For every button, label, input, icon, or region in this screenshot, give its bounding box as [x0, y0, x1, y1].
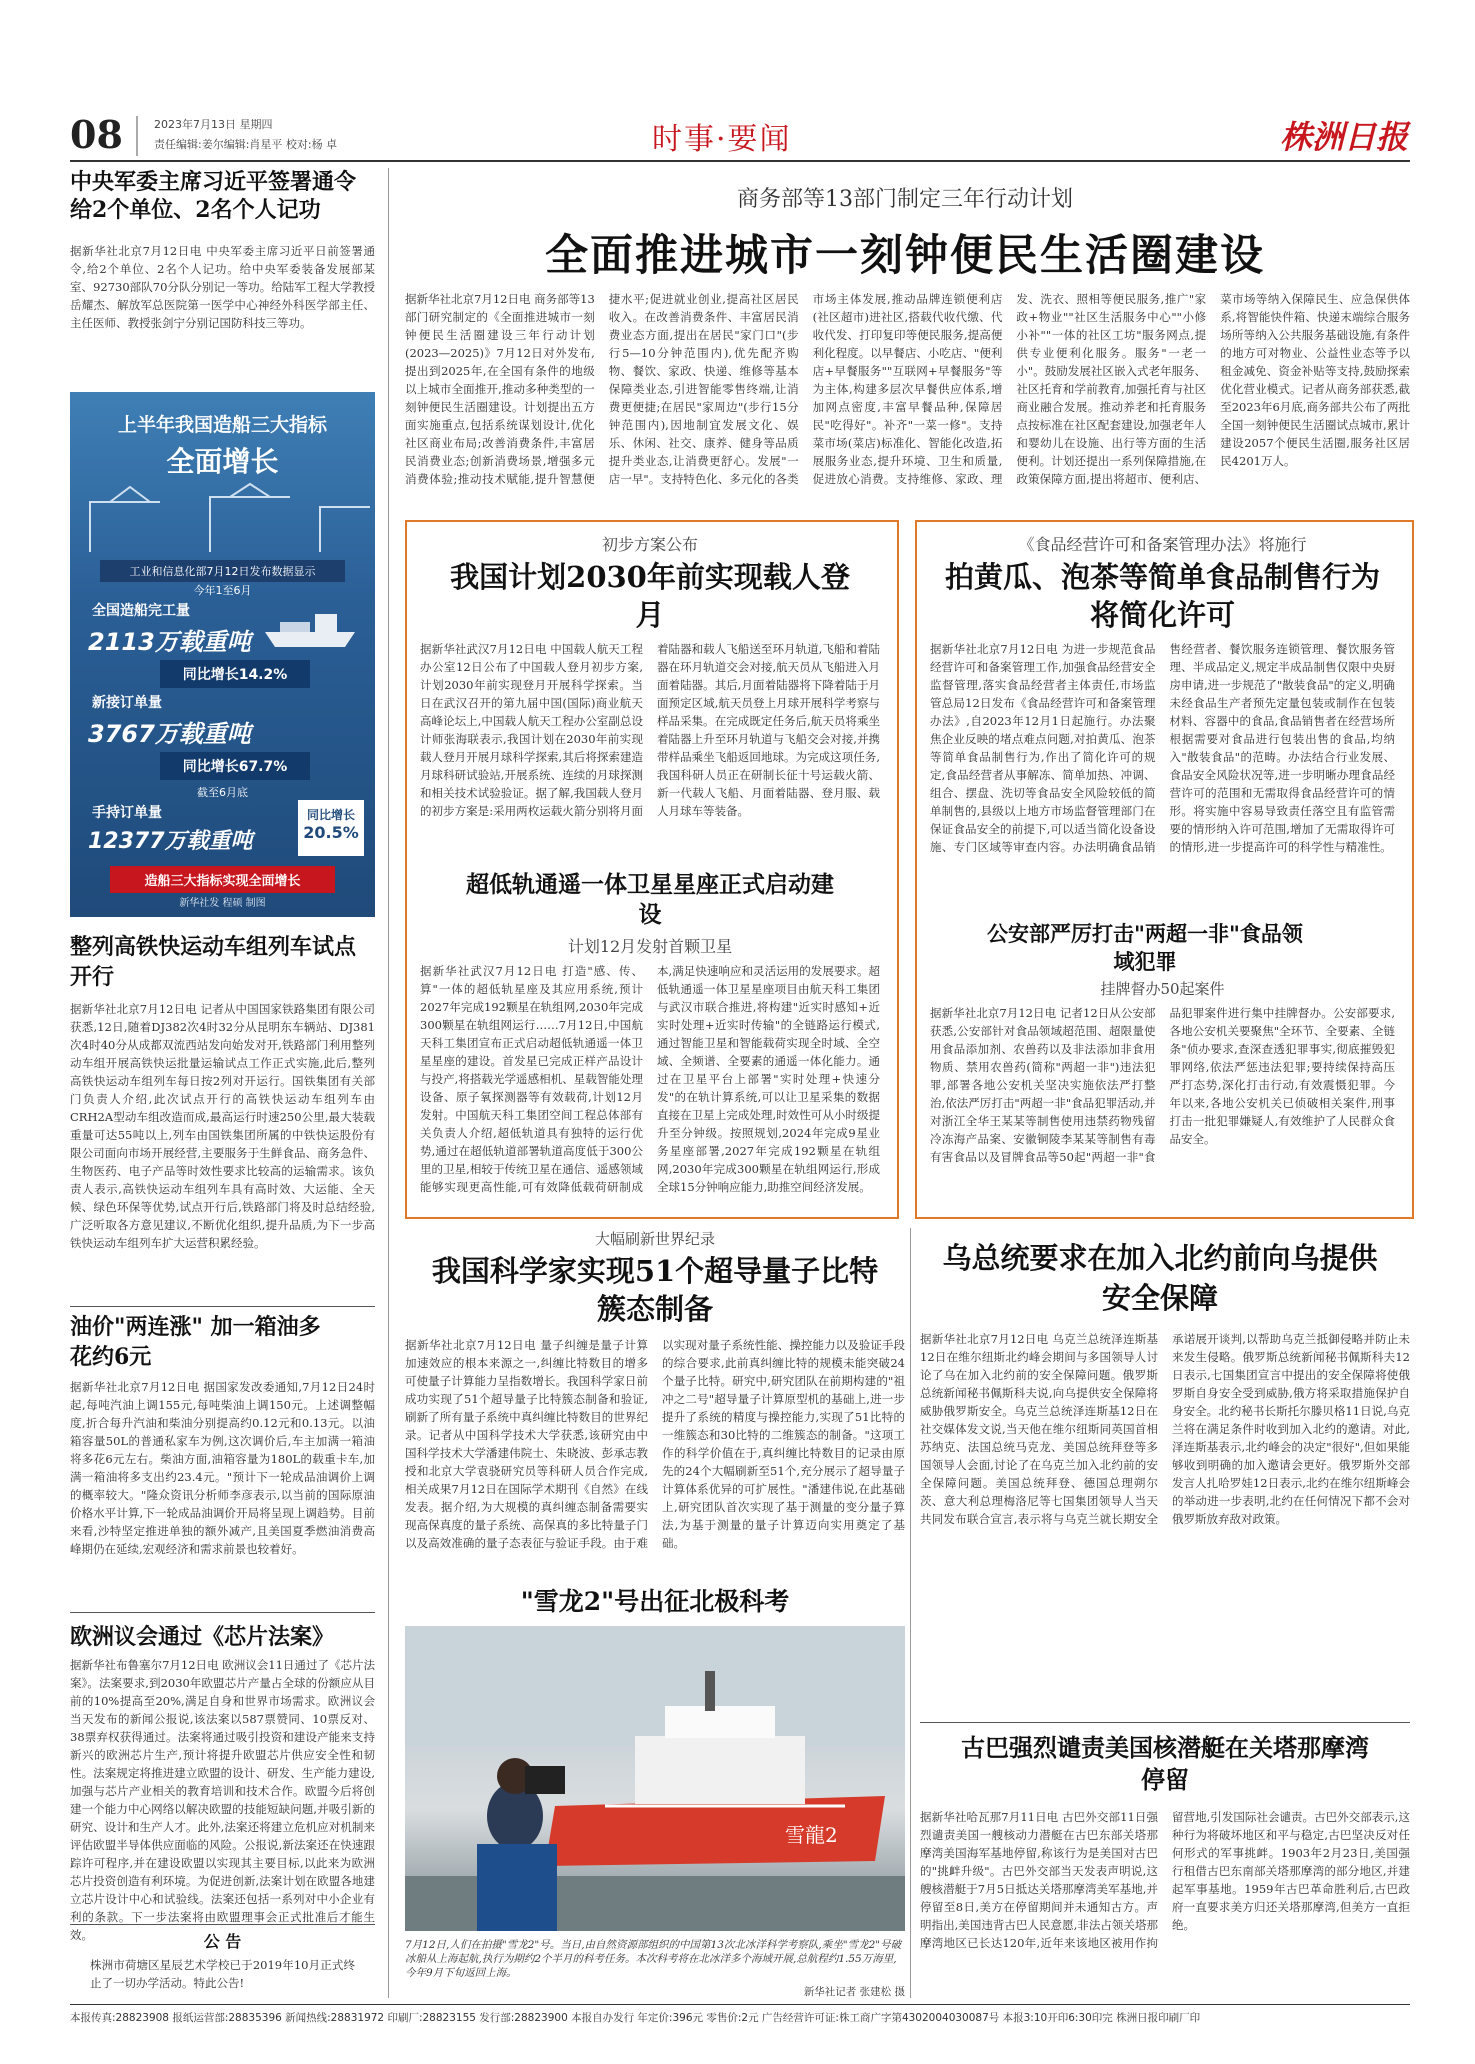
- cuba-title: 古巴强烈谴责美国核潜艇在关塔那摩湾停留: [961, 1733, 1369, 1794]
- shipbuilding-infographic: [70, 392, 375, 917]
- stat1-label: 全国造船完工量: [92, 603, 190, 619]
- stat1-growth: 同比增长14.2%: [160, 660, 310, 688]
- page-number: 08: [70, 112, 123, 157]
- ukraine-title: 乌总统要求在加入北约前向乌提供安全保障: [942, 1241, 1378, 1315]
- notice-title: 公 告: [203, 1932, 242, 1951]
- sat-subtitle: 计划12月发射首颗卫星: [567, 937, 733, 956]
- crane-graphic: [70, 482, 375, 552]
- lead-kicker: 商务部等13部门制定三年行动计划: [737, 187, 1073, 212]
- stat2-label: 新接订单量: [92, 695, 162, 711]
- moon-kicker: 初步方案公布: [601, 535, 698, 554]
- snowdragon-credit: 新华社记者 张建松 摄: [803, 1986, 905, 1998]
- quantum-body: 据新华社北京7月12日电 量子纠缠是量子计算加速效应的根本来源之一,纠缠比特数目的增多可使量子计算能力呈指数增长。我国科学家日前成功实现了51个超导量子比特簇态制备和验证,刷新了所有量子系统中真纠缠比特数目的世界纪录。记者从中国科学技术大学获悉,该研究由中国科学技术大学潘建伟院士、朱晓波、彭承志教授和北京大学袁骁研究员等科研人员合作完成,相关成果7月12日在国际学术期刊《自然》在线发表。据介绍,为大规模的真纠缠态制备需要实现高保真度的量子系统、高保真的多比特量子门以及高效准确的量子态表征与验证手段。由于难以实现对量子系统性能、操控能力以及验证手段的综合要求,此前真纠缠比特的规模未能突破24个量子比特。研究中,研究团队在前期构建的"祖冲之二号"超导量子计算原型机的基础上,进一步提升了系统的精度与操控能力,实现了51比特的一维簇态和30比特的二维簇态的制备。"这项工作的科学价值在于,真纠缠比特数目的记录由原先的24个大幅刷新至51个,充分展示了超导量子计算体系优异的可扩展性。"潘建伟说,在此基础上,研究团队首次实现了基于测量的变分量子算法,为基于测量的量子计算迈向实用奠定了基础。: [405, 1338, 905, 1550]
- stat2-growth: 同比增长67.7%: [160, 752, 310, 780]
- snowdragon-photo: [405, 1626, 905, 1931]
- source-line: 工业和信息化部7月12日发布数据显示: [100, 560, 345, 582]
- stat3-growth-label: 同比增长: [306, 808, 355, 822]
- ship-name-text: 雪龍2: [785, 1823, 838, 1847]
- article2-title: 整列高铁快运动车组列车试点开行: [70, 934, 357, 990]
- article2-body: 据新华社北京7月12日电 记者从中国国家铁路集团有限公司获悉,12日,随着DJ382次4时32分从昆明东车辆站、DJ381次4时40分从成都双流西站发向始发对开,铁路部门利用整列动车组开展高铁快运批量运输试点工作正式实施,此后,整列高铁快运动车组列车每日按2列对开运行。国铁集团有关部门负责人介绍,此次试点开行的高铁快运动车组列车由CRH2A型动车组改造而成,最高运行时速250公里,最大装载重量可达55吨以上,列车由国铁集团所属的中铁快运股份有限公司面向市场开展经营,主要服务于生鲜食品、商务急件、生物医药、电子产品等时效性要求比较高的运输需求。该负责人表示,高铁快运动车组列车具有高时效、大运能、全天候、绿色环保等优势,试点开行后,铁路部门将及时总结经验,广泛听取各方意见建议,不断优化组织,提升品质,为下一步高铁快运动车组列车扩大运营积累经验。: [70, 1002, 375, 1250]
- stat2-value: 3767万载重吨: [88, 720, 251, 748]
- sat-title: 超低轨通遥一体卫星星座正式启动建设: [466, 871, 834, 928]
- period-label: 今年1至6月: [193, 584, 252, 597]
- footer-info: 本报传真:28823908 报纸运营部:28835396 新闻热线:28831972 印刷厂:28823155 发行部:28823900 本报自办发行 年定价:396元 零售价:2元 广告经营许可证:株工商广字第4302004030087号 本报3:10开印6:30印完 株洲日报印刷厂印: [70, 2012, 1201, 2024]
- quantum-title: 我国科学家实现51个超导量子比特簇态制备: [431, 1254, 879, 1326]
- police-body: 据新华社北京7月12日电 记者12日从公安部获悉,公安部针对食品领域超范围、超限量使用食品添加剂、农兽药以及非法添加非食用物质、禁用农兽药(简称"两超一非")违法犯罪,部署各地公安机关坚决实施依法严打整治,依法严厉打击"两超一非"食品犯罪活动,并对浙江全华王某某等制售使用违禁药物残留冷冻海产品案、安徽铜陵李某某等制售有毒有害食品以及冒牌食品等50起"两超一非"食品犯罪案件进行集中挂牌督办。公安部要求,各地公安机关要聚焦"全环节、全要素、全链条"侦办要求,查深查透犯罪事实,彻底摧毁犯罪网络,依法严惩违法犯罪;要持续保持高压严打态势,深化打击行动,有效震慑犯罪。今年以来,各地公安机关已侦破相关案件,刑事打击一批犯罪嫌疑人,有效维护了人民群众食品安全。: [930, 1006, 1395, 1164]
- article1-body: 据新华社北京7月12日电 中央军委主席习近平日前签署通令,给2个单位、2名个人记功。给中央军委装备发展部某室、92730部队70分队分别记一等功。给陆军工程大学教授岳耀杰、解放军总医院第一医学中心神经外科医学部主任、主任医师、教授张剑宁分别记国防科技三等功。: [70, 244, 375, 330]
- infographic-title: 上半年我国造船三大指标: [117, 414, 327, 436]
- article4-body: 据新华社布鲁塞尔7月12日电 欧洲议会11日通过了《芯片法案》。法案要求,到2030年欧盟芯片产量占全球的份额应从目前的10%提高至20%,满足自身和世界市场需求。欧洲议会当天发布的新闻公报说,该法案以587票赞同、10票反对、38票弃权获得通过。法案将通过吸引投资和建设产能来支持新兴的欧洲芯片生产,预计将提升欧盟芯片供应安全性和韧性。法案规定将推进建立欧盟的设计、研发、生产能力建设,加强与芯片产业相关的教育培训和技术合作。欧盟今后将创建一个能力中心网络以解决欧盟的技能短缺问题,并吸引新的研究、设计和生产人才。此外,法案还将建立危机应对机制来评估欧盟半导体供应面临的风险。公报说,新法案还在快速跟踪许可程序,并在建设欧盟以实现其主要目标,以此来为欧洲芯片投资创造有利环境。为促进创新,法案计划在欧盟各地建立芯片设计中心和试验线。法案还包括一系列对中小企业有利的条款。下一步法案将由欧盟理事会正式批准后才能生效。: [70, 1658, 375, 1942]
- police-title: 公安部严厉打击"两超一非"食品领域犯罪: [987, 921, 1303, 974]
- issue-date: 2023年7月13日 星期四: [154, 118, 273, 131]
- article3-title: 油价"两连涨" 加一箱油多花约6元: [70, 1314, 321, 1370]
- masthead: [70, 112, 1410, 164]
- ship-icon: [260, 602, 360, 656]
- food-title: 拍黄瓜、泡茶等简单食品制售行为将简化许可: [944, 560, 1380, 632]
- article1-title: 中央军委主席习近平签署通令给2个单位、2名个人记功: [70, 169, 357, 223]
- infographic-title-big: 全面增长: [166, 445, 279, 478]
- stat3-growth-box: [298, 800, 364, 856]
- stat3-growth: 20.5%: [303, 823, 359, 842]
- notice-box: [70, 1924, 375, 1999]
- moon-title: 我国计划2030年前实现载人登月: [450, 560, 850, 632]
- food-kicker: 《食品经营许可和备案管理办法》将施行: [1018, 535, 1307, 554]
- editor-credits: 责任编辑:姜尔编辑:肖星平 校对:杨 卓: [154, 138, 338, 151]
- section-title: 时事·要闻: [652, 122, 792, 157]
- newspaper-logo: 株洲日报: [1280, 118, 1409, 156]
- article3-body: 据新华社北京7月12日电 据国家发改委通知,7月12日24时起,每吨汽油上调155元,每吨柴油上调150元。上述调整幅度,折合每升汽油和柴油分别提高约0.12元和0.13元。以油箱容量50L的普通私家车为例,这次调价后,车主加满一箱油将多花6元左右。柴油方面,油箱容量为180L的载重卡车,加满一箱油将多支出约23.4元。"预计下一轮成品油调价上调的概率较大。"隆众资讯分析师李彦表示,以当前的国际原油价格水平计算,下一轮成品油调价开局将呈现上调趋势。目前来看,沙特坚定推进单独的额外减产,且美国夏季燃油消费高峰期仍在延续,宏观经济和需求前景也较着好。: [70, 1380, 375, 1556]
- moon-body: 据新华社武汉7月12日电 中国载人航天工程办公室12日公布了中国载人登月初步方案,计划2030年前实现登月开展科学探索。当日在武汉召开的第九届中国(国际)商业航天高峰论坛上,中国载人航天工程办公室副总设计师张海联表示,我国计划在2030年前实现载人登月开展月球科学探索,其后将探索建造月球科研试验站,开展系统、连续的月球探测和相关技术试验验证。据了解,我国载人登月的初步方案是:采用两枚运载火箭分别将月面着陆器和载人飞船送至环月轨道,飞船和着陆器在环月轨道交会对接,航天员从飞船进入月面着陆器。其后,月面着陆器将下降着陆于月面预定区域,航天员登上月球开展科学考察与样品采集。在完成既定任务后,航天员将乘坐着陆器上升至环月轨道与飞船交会对接,并携带样品乘坐飞船返回地球。为完成这项任务,我国科研人员正在研制长征十号运载火箭、新一代载人飞船、月面着陆器、登月服、载人月球车等装备。: [420, 642, 880, 818]
- food-body: 据新华社北京7月12日电 为进一步规范食品经营许可和备案管理工作,加强食品经营安全监督管理,落实食品经营者主体责任,市场监管总局12日发布《食品经营许可和备案管理办法》,自2023年12月1日起施行。办法聚焦企业反映的堵点难点问题,对拍黄瓜、泡茶等简单食品制售行为,作出了简化许可的规定,食品经营者从事解冻、简单加热、冲调、组合、摆盘、洗切等食品安全风险较低的简单制售的,县级以上地方市场监督管理部门在保证食品安全的前提下,可以适当简化设备设施、专门区域等审查内容。办法明确食品销售经营者、餐饮服务连锁管理、餐饮服务管理、半成品定义,规定半成品制售仅限中央厨房申请,进一步规范了"散装食品"的定义,明确未经食品生产者预先定量包装或制作在包装材料、容器中的食品,食品销售者在经营场所根据需要对食品进行包装出售的食品,均纳入"散装食品"的范畴。办法结合行业发展、食品安全风险状况等,进一步明晰办理食品经营许可的范围和无需取得食品经营许可的情形。将实施中容易导致责任落空且有监管需要的情形纳入许可范围,增加了无需取得许可的情形,进一步提高许可的科学性与精准性。: [930, 642, 1395, 854]
- ukraine-body: 据新华社北京7月12日电 乌克兰总统泽连斯基12日在维尔纽斯北约峰会期间与多国领导人讨论了乌在加入北约前的安全保障问题。俄罗斯总统新闻秘书佩斯科夫说,向乌提供安全保障将威胁俄罗斯安全。乌克兰总统泽连斯基12日在社交媒体发文说,当天他在维尔纽斯同英国首相苏纳克、法国总统马克龙、美国总统拜登等多国领导人会面,讨论了在乌克兰加入北约前的安全保障问题。美国总统拜登、德国总理朔尔茨、意大利总理梅洛尼等七国集团领导人当天共同发布联合宣言,表示将与乌克兰就长期安全承诺展开谈判,以帮助乌克兰抵御侵略并防止未来发生侵略。俄罗斯总统新闻秘书佩斯科夫12日表示,七国集团宣言中提出的安全保障将使俄罗斯自身安全受到威胁,俄方将采取措施保护自身安全。北约秘书长斯托尔滕贝格11日说,乌克兰将在满足条件时收到加入北约的邀请。对此,泽连斯基表示,北约峰会的决定"很好",但如果能够收到明确的加入邀请会更好。俄罗斯外交部发言人扎哈罗娃12日表示,北约在维尔纽斯峰会的举动进一步表明,北约在任何情况下都不会对俄罗斯放弃敌对政策。: [920, 1332, 1410, 1526]
- cuba-body: 据新华社哈瓦那7月11日电 古巴外交部11日强烈谴责美国一艘核动力潜艇在古巴东部关塔那摩湾美国海军基地停留,称该行为是美国对古巴的"挑衅升级"。古巴外交部当天发表声明说,这艘核潜艇于7月5日抵达关塔那摩湾美军基地,并停留至8日,美方在停留期间并未通知古方。声明指出,美国违背古巴人民意愿,非法占领关塔那摩湾地区已长达120年,近年来该地区被用作拘留营地,引发国际社会谴责。古巴外交部表示,这种行为将破坏地区和平与稳定,古巴坚决反对任何形式的军事挑衅。1903年2月23日,美国强行租借古巴东南部关塔那摩湾的部分地区,并建起军事基地。1959年古巴革命胜利后,古巴政府一直要求美方归还关塔那摩湾,但美方一直拒绝。: [920, 1810, 1410, 1950]
- infographic-banner: 造船三大指标实现全面增长: [110, 866, 335, 893]
- police-subtitle: 挂牌督办50起案件: [1100, 980, 1225, 998]
- quantum-kicker: 大幅刷新世界纪录: [594, 1230, 715, 1248]
- article4-title: 欧洲议会通过《芯片法案》: [70, 1624, 335, 1650]
- lead-title: 全面推进城市一刻钟便民生活圈建设: [545, 231, 1265, 281]
- stat1-value: 2113万载重吨: [88, 628, 251, 656]
- infographic-credit: 新华社发 程硕 制图: [179, 898, 266, 909]
- period2-label: 截至6月底: [197, 786, 248, 799]
- snowdragon-caption: 7月12日,人们在拍摄"雪龙2"号。当日,由自然资源部组织的中国第13次北冰洋科学考察队,乘坐"雪龙2"号破冰船从上海起航,执行为期约2个半月的科考任务。本次科考将在北冰洋多个海域开展,总航程约1.55万海里,今年9月下旬返回上海。: [405, 1939, 902, 1979]
- lead-body: 据新华社北京7月12日电 商务部等13部门研究制定的《全面推进城市一刻钟便民生活圈建设三年行动计划(2023—2025)》7月12日对外发布,提出到2025年,在全国有条件的地级以上城市全面推开,推动多种类型的一刻钟便民生活圈建设。计划提出五方面实施重点,包括系统谋划设计,优化社区商业布局;改善消费条件,丰富居民消费业态;创新消费场景,增强多元消费体验;推动技术赋能,提升智慧便捷水平;促进就业创业,提高社区居民收入。在改善消费条件、丰富居民消费业态方面,提出在居民"家门口"(步行5—10分钟范围内),优先配齐购物、餐饮、家政、快递、维修等基本保障类业态,引进智能零售终端,让消费更便捷;在居民"家周边"(步行15分钟范围内),因地制宜发展文化、娱乐、休闲、社交、康养、健身等品质提升类业态,让消费更舒心。发展"一店一早"。支持特色化、多元化的各类市场主体发展,推动品牌连锁便利店(社区超市)进社区,搭载代收代缴、代收代发、打印复印等便民服务,提高便利化程度。以早餐店、小吃店、"便利店+早餐服务""互联网+早餐服务"等为主体,构建多层次早餐供应体系,增加网点密度,丰富早餐品种,保障居民"吃得好"。补齐"一菜一修"。支持菜市场(菜店)标准化、智能化改造,拓展服务业态,提升环境、卫生和质量,促进放心消费。支持维修、家政、理发、洗衣、照相等便民服务,推广"家政+物业""社区生活服务中心""小修小补""一体的社区工坊"服务网点,提供专业便利化服务。服务"一老一小"。鼓励发展社区嵌入式老年服务、社区托育和学前教育,加强托育与社区商业融合发展。推动养老和托育服务点按标准在社区配套建设,加强老年人和婴幼儿在设施、出行等方面的生活便利。计划还提出一系列保障措施,在政策保障方面,提出将超市、便利店、菜市场等纳入保障民生、应急保供体系,将智能快件箱、快递末端综合服务场所等纳入公共服务基础设施,有条件的地方可对物业、公益性业态等予以租金减免、资金补贴等支持,鼓励探索优化营业模式。记者从商务部获悉,截至2023年6月底,商务部共公布了两批全国一刻钟便民生活圈试点城市,累计建设2057个便民生活圈,服务社区居民4201万人。: [405, 292, 1410, 486]
- snowdragon-title: "雪龙2"号出征北极科考: [520, 1587, 790, 1616]
- sat-body: 据新华社武汉7月12日电 打造"感、传、算"一体的超低轨星座及其应用系统,预计2027年完成192颗星在轨组网,2030年完成300颗星在轨组网运行……7月12日,中国航天科工集团宣布正式启动超低轨通遥一体卫星星座的建设。首发星已完成正样产品设计与投产,将搭载光学遥感相机、星载智能处理设备、原子氧探测器等有效载荷,计划12月发射。中国航天科工集团空间工程总体部有关负责人介绍,超低轨道具有独特的运行优势,通过在超低轨道部署轨道高度低于300公里的卫星,相较于传统卫星在通信、遥感领域能够实现更高性能,可有效降低载荷研制成本,满足快速响应和灵活运用的发展要求。超低轨通遥一体卫星星座项目由航天科工集团与武汉市联合推进,将构建"近实时感知+近实时处理+近实时传输"的全链路运行模式,通过智能卫星和智能载荷实现全时域、全空域、全频谱、全要素的通遥一体化能力。通过在卫星平台上部署"实时处理+快速分发"的在轨计算系统,可以让卫星采集的数据直接在卫星上完成处理,时效性可从小时级提升至分钟级。按照规划,2024年完成9星业务星座部署,2027年完成192颗星在轨组网,2030年完成300颗星在轨组网运行,形成全球15分钟响应能力,助推空间经济发展。: [420, 964, 880, 1194]
- notice-body: 株洲市荷塘区星辰艺术学校已于2019年10月正式终止了一切办学活动。特此公告!: [90, 1958, 355, 1990]
- stat3-label: 手持订单量: [92, 805, 162, 821]
- stat3-value: 12377万载重吨: [88, 829, 253, 854]
